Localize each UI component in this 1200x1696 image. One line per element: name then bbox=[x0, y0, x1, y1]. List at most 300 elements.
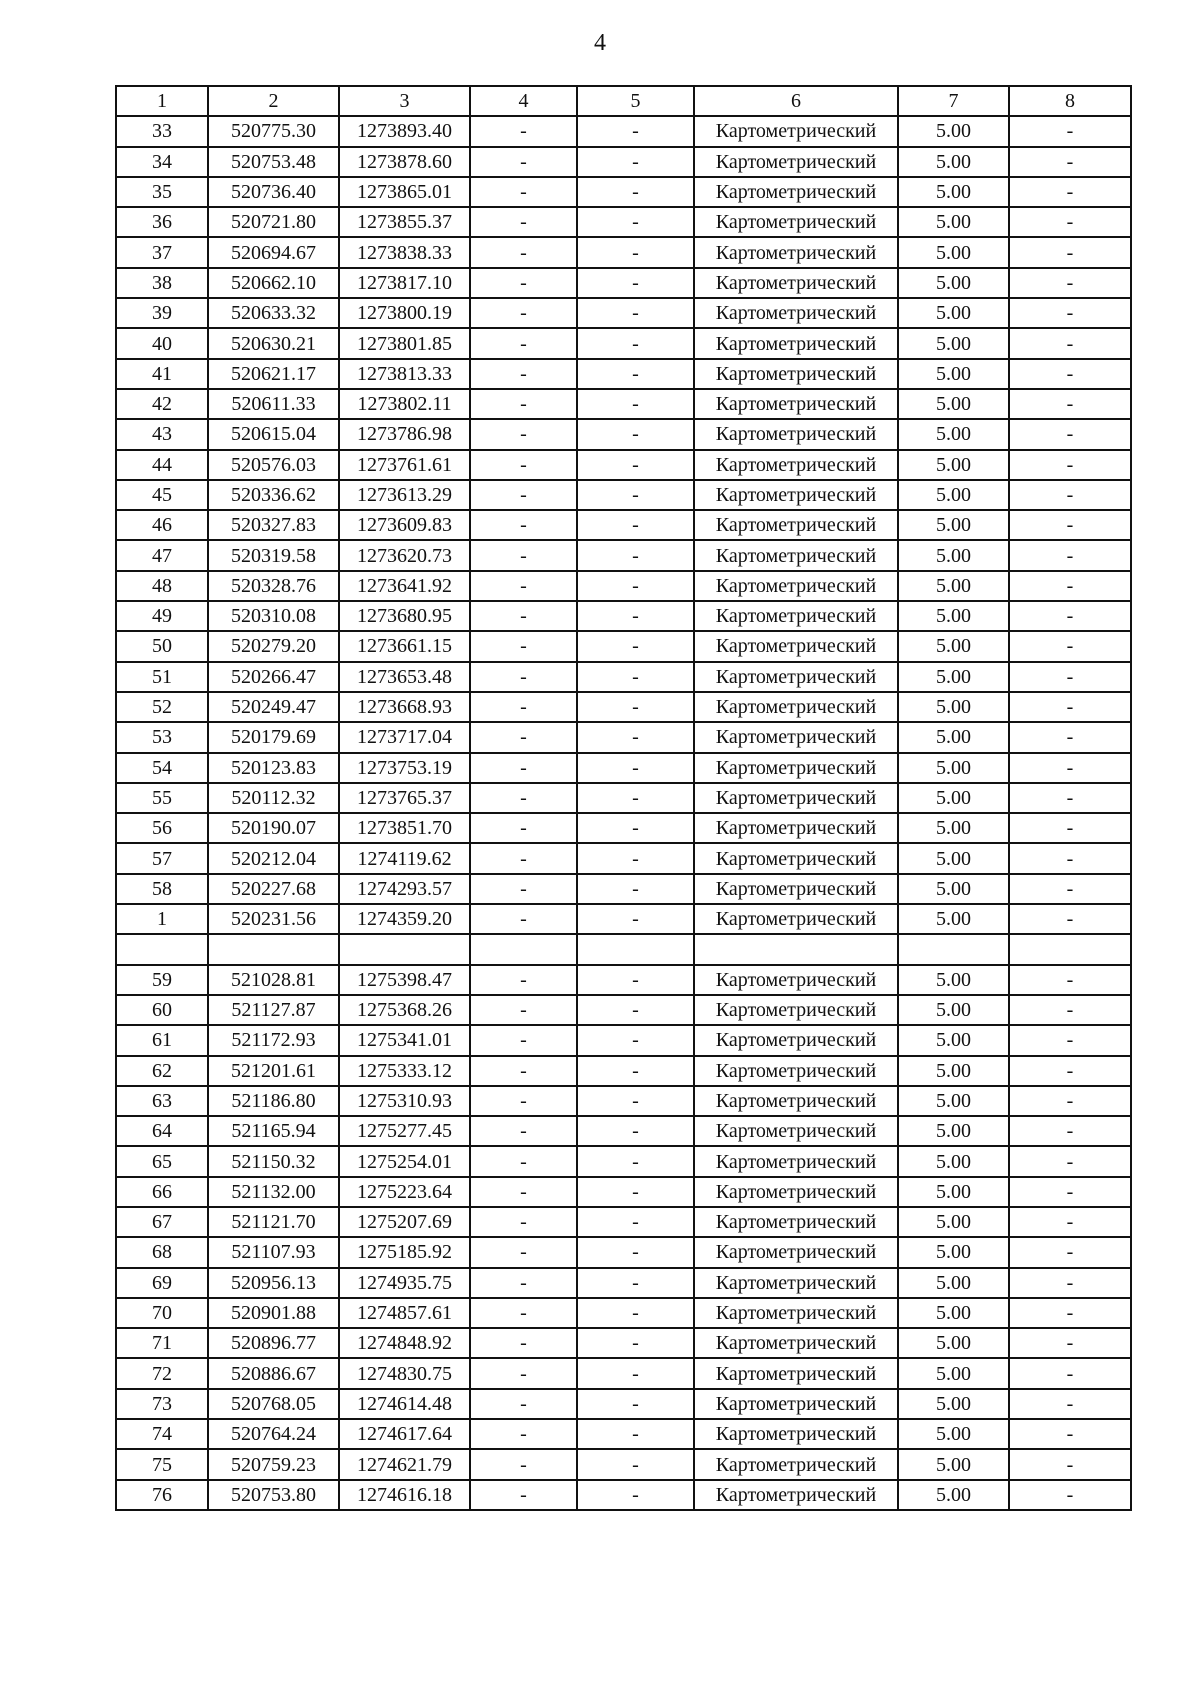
table-cell: - bbox=[577, 601, 694, 631]
table-cell: 5.00 bbox=[898, 1328, 1009, 1358]
table-cell: - bbox=[470, 1449, 577, 1479]
table-row bbox=[116, 1298, 1131, 1328]
column-header: 1 bbox=[116, 86, 208, 116]
table-cell: - bbox=[577, 631, 694, 661]
table-cell: - bbox=[470, 1298, 577, 1328]
table-cell: - bbox=[470, 874, 577, 904]
table-cell: - bbox=[577, 207, 694, 237]
table-row bbox=[116, 177, 1131, 207]
table-cell: Картометрический bbox=[694, 995, 898, 1025]
table-cell: - bbox=[1009, 631, 1131, 661]
table-cell: 41 bbox=[116, 359, 208, 389]
table-row bbox=[116, 359, 1131, 389]
table-cell: - bbox=[1009, 692, 1131, 722]
table-row bbox=[116, 904, 1131, 934]
table-cell: 60 bbox=[116, 995, 208, 1025]
table-cell: - bbox=[1009, 1480, 1131, 1510]
column-header: 7 bbox=[898, 86, 1009, 116]
table-cell: - bbox=[577, 783, 694, 813]
table-cell: Картометрический bbox=[694, 540, 898, 570]
table-row bbox=[116, 934, 1131, 964]
table-cell: 1273813.33 bbox=[339, 359, 470, 389]
table-cell: Картометрический bbox=[694, 722, 898, 752]
table-cell: 1273893.40 bbox=[339, 116, 470, 146]
table-cell: 1275310.93 bbox=[339, 1086, 470, 1116]
table-row bbox=[116, 540, 1131, 570]
table-row bbox=[116, 450, 1131, 480]
table-cell: 520611.33 bbox=[208, 389, 339, 419]
table-cell: - bbox=[577, 1116, 694, 1146]
page-number: 4 bbox=[594, 30, 606, 56]
table-cell: 62 bbox=[116, 1056, 208, 1086]
table-cell: - bbox=[1009, 995, 1131, 1025]
table-cell: - bbox=[470, 268, 577, 298]
table-cell: 1274119.62 bbox=[339, 843, 470, 873]
table-cell: 5.00 bbox=[898, 116, 1009, 146]
table-cell: 5.00 bbox=[898, 1389, 1009, 1419]
table-cell: 1 bbox=[116, 904, 208, 934]
table-cell: - bbox=[577, 1419, 694, 1449]
table-cell bbox=[898, 934, 1009, 964]
table-cell: - bbox=[470, 753, 577, 783]
table-cell: - bbox=[1009, 359, 1131, 389]
table-cell: 1273761.61 bbox=[339, 450, 470, 480]
table-cell: - bbox=[577, 662, 694, 692]
table-cell: 38 bbox=[116, 268, 208, 298]
table-cell: 5.00 bbox=[898, 480, 1009, 510]
table-cell: - bbox=[577, 813, 694, 843]
table-cell: 521107.93 bbox=[208, 1237, 339, 1267]
table-cell: Картометрический bbox=[694, 1116, 898, 1146]
table-cell: Картометрический bbox=[694, 116, 898, 146]
table-row bbox=[116, 1177, 1131, 1207]
table-cell: 52 bbox=[116, 692, 208, 722]
table-cell: Картометрический bbox=[694, 207, 898, 237]
table-cell: - bbox=[470, 631, 577, 661]
table-cell: 520759.23 bbox=[208, 1449, 339, 1479]
table-cell: - bbox=[1009, 662, 1131, 692]
table-cell: - bbox=[470, 1419, 577, 1449]
table-cell: 54 bbox=[116, 753, 208, 783]
table-cell: - bbox=[1009, 571, 1131, 601]
table-cell: Картометрический bbox=[694, 1449, 898, 1479]
table-cell: 520179.69 bbox=[208, 722, 339, 752]
table-cell: 40 bbox=[116, 328, 208, 358]
table-cell: Картометрический bbox=[694, 904, 898, 934]
table-cell: Картометрический bbox=[694, 1207, 898, 1237]
table-cell: 1273620.73 bbox=[339, 540, 470, 570]
table-cell: Картометрический bbox=[694, 1056, 898, 1086]
table-cell: - bbox=[1009, 1177, 1131, 1207]
table-cell: - bbox=[1009, 1268, 1131, 1298]
table-row bbox=[116, 268, 1131, 298]
table-cell: 5.00 bbox=[898, 843, 1009, 873]
table-cell: 69 bbox=[116, 1268, 208, 1298]
table-cell: - bbox=[470, 692, 577, 722]
table-cell: 521150.32 bbox=[208, 1146, 339, 1176]
table-cell: 520336.62 bbox=[208, 480, 339, 510]
table-cell: 39 bbox=[116, 298, 208, 328]
table-row bbox=[116, 389, 1131, 419]
table-cell: 46 bbox=[116, 510, 208, 540]
table-row bbox=[116, 237, 1131, 267]
table-cell: - bbox=[470, 480, 577, 510]
table-cell: 47 bbox=[116, 540, 208, 570]
table-cell: Картометрический bbox=[694, 631, 898, 661]
table-cell: 1275185.92 bbox=[339, 1237, 470, 1267]
table-cell: 5.00 bbox=[898, 1086, 1009, 1116]
table-cell: - bbox=[470, 1086, 577, 1116]
table-cell: 520633.32 bbox=[208, 298, 339, 328]
table-cell: 5.00 bbox=[898, 1177, 1009, 1207]
table-cell: Картометрический bbox=[694, 1358, 898, 1388]
coordinates-table bbox=[115, 85, 1132, 1511]
table-cell: 5.00 bbox=[898, 904, 1009, 934]
table-cell: - bbox=[470, 237, 577, 267]
table-cell: 1275398.47 bbox=[339, 965, 470, 995]
table-cell: 520112.32 bbox=[208, 783, 339, 813]
table-cell: 5.00 bbox=[898, 359, 1009, 389]
table-cell: - bbox=[577, 177, 694, 207]
table-row bbox=[116, 722, 1131, 752]
table-cell: - bbox=[470, 540, 577, 570]
table-cell: 5.00 bbox=[898, 1268, 1009, 1298]
table-cell: - bbox=[577, 1268, 694, 1298]
table-cell: Картометрический bbox=[694, 692, 898, 722]
table-cell: - bbox=[470, 298, 577, 328]
table-cell: - bbox=[577, 480, 694, 510]
table-cell: 520764.24 bbox=[208, 1419, 339, 1449]
table-cell: 1274857.61 bbox=[339, 1298, 470, 1328]
table-cell: - bbox=[1009, 1449, 1131, 1479]
table-cell: - bbox=[577, 1328, 694, 1358]
table-cell: 5.00 bbox=[898, 995, 1009, 1025]
table-body bbox=[116, 116, 1131, 1510]
table-cell: 520886.67 bbox=[208, 1358, 339, 1388]
table-cell: 5.00 bbox=[898, 692, 1009, 722]
table-cell: 72 bbox=[116, 1358, 208, 1388]
table-row bbox=[116, 147, 1131, 177]
table-row bbox=[116, 1480, 1131, 1510]
table-cell: 521165.94 bbox=[208, 1116, 339, 1146]
table-cell: - bbox=[470, 147, 577, 177]
table-row bbox=[116, 1449, 1131, 1479]
table-cell: Картометрический bbox=[694, 147, 898, 177]
table-row bbox=[116, 1056, 1131, 1086]
table-cell: 35 bbox=[116, 177, 208, 207]
table-cell: 520621.17 bbox=[208, 359, 339, 389]
table-row bbox=[116, 631, 1131, 661]
table-cell: 1275277.45 bbox=[339, 1116, 470, 1146]
table-cell: - bbox=[1009, 116, 1131, 146]
table-cell: 36 bbox=[116, 207, 208, 237]
table-cell: 5.00 bbox=[898, 237, 1009, 267]
table-cell: - bbox=[1009, 510, 1131, 540]
table-cell: Картометрический bbox=[694, 753, 898, 783]
table-cell: 5.00 bbox=[898, 177, 1009, 207]
table-row bbox=[116, 692, 1131, 722]
table-cell: 61 bbox=[116, 1025, 208, 1055]
table-cell: - bbox=[470, 783, 577, 813]
table-row bbox=[116, 1268, 1131, 1298]
table-cell: - bbox=[470, 1268, 577, 1298]
table-cell: - bbox=[1009, 1389, 1131, 1419]
table-cell: 520630.21 bbox=[208, 328, 339, 358]
table-cell: - bbox=[577, 359, 694, 389]
table-cell: 5.00 bbox=[898, 450, 1009, 480]
table-cell: - bbox=[470, 1116, 577, 1146]
table-cell: 5.00 bbox=[898, 631, 1009, 661]
table-cell: 5.00 bbox=[898, 1056, 1009, 1086]
table-cell: - bbox=[577, 328, 694, 358]
table-cell: 520231.56 bbox=[208, 904, 339, 934]
table-cell: Картометрический bbox=[694, 268, 898, 298]
table-cell: 520249.47 bbox=[208, 692, 339, 722]
table-cell: Картометрический bbox=[694, 1268, 898, 1298]
table-cell: - bbox=[1009, 1146, 1131, 1176]
table-cell: - bbox=[1009, 1298, 1131, 1328]
table-cell: Картометрический bbox=[694, 1237, 898, 1267]
table-cell: - bbox=[577, 450, 694, 480]
table-row bbox=[116, 116, 1131, 146]
table-cell: 63 bbox=[116, 1086, 208, 1116]
table-cell: 1275223.64 bbox=[339, 1177, 470, 1207]
table-cell: - bbox=[1009, 1237, 1131, 1267]
table-cell: 1273851.70 bbox=[339, 813, 470, 843]
table-cell: - bbox=[1009, 237, 1131, 267]
table-row bbox=[116, 1207, 1131, 1237]
table-cell: - bbox=[577, 995, 694, 1025]
table-cell: 520123.83 bbox=[208, 753, 339, 783]
table-cell: 520721.80 bbox=[208, 207, 339, 237]
table-cell: - bbox=[470, 177, 577, 207]
table-cell: Картометрический bbox=[694, 328, 898, 358]
table-cell: Картометрический bbox=[694, 480, 898, 510]
table-cell: 1274617.64 bbox=[339, 1419, 470, 1449]
table-cell: 5.00 bbox=[898, 207, 1009, 237]
table-cell: - bbox=[577, 753, 694, 783]
table-cell: 1274293.57 bbox=[339, 874, 470, 904]
table-cell: 50 bbox=[116, 631, 208, 661]
table-row bbox=[116, 813, 1131, 843]
table-row bbox=[116, 783, 1131, 813]
table-cell: Картометрический bbox=[694, 1298, 898, 1328]
table-cell: 70 bbox=[116, 1298, 208, 1328]
table-cell: - bbox=[577, 419, 694, 449]
table-cell: - bbox=[577, 540, 694, 570]
table-cell: Картометрический bbox=[694, 965, 898, 995]
table-cell: - bbox=[1009, 1358, 1131, 1388]
column-header: 3 bbox=[339, 86, 470, 116]
table-cell: Картометрический bbox=[694, 1025, 898, 1055]
table-row bbox=[116, 965, 1131, 995]
table-cell: - bbox=[1009, 965, 1131, 995]
table-cell: 5.00 bbox=[898, 268, 1009, 298]
table-cell: 5.00 bbox=[898, 389, 1009, 419]
table-row bbox=[116, 1328, 1131, 1358]
table-cell: 1273653.48 bbox=[339, 662, 470, 692]
table-cell: - bbox=[577, 147, 694, 177]
column-header: 4 bbox=[470, 86, 577, 116]
table-cell: 43 bbox=[116, 419, 208, 449]
table-cell: - bbox=[577, 1177, 694, 1207]
table-cell: Картометрический bbox=[694, 1086, 898, 1116]
table-cell: 42 bbox=[116, 389, 208, 419]
table-cell: 521201.61 bbox=[208, 1056, 339, 1086]
table-cell: 520736.40 bbox=[208, 177, 339, 207]
table-cell: 1273786.98 bbox=[339, 419, 470, 449]
table-cell: 57 bbox=[116, 843, 208, 873]
table-cell: - bbox=[577, 389, 694, 419]
table-cell: 49 bbox=[116, 601, 208, 631]
table-cell: 51 bbox=[116, 662, 208, 692]
table-row bbox=[116, 1237, 1131, 1267]
table-cell: - bbox=[577, 268, 694, 298]
table-cell: 1273838.33 bbox=[339, 237, 470, 267]
table-cell: 5.00 bbox=[898, 1480, 1009, 1510]
table-cell: - bbox=[470, 1177, 577, 1207]
table-cell: Картометрический bbox=[694, 510, 898, 540]
table-cell: 1273753.19 bbox=[339, 753, 470, 783]
table-cell: - bbox=[1009, 480, 1131, 510]
table-cell: Картометрический bbox=[694, 237, 898, 267]
table-row bbox=[116, 207, 1131, 237]
table-cell: 5.00 bbox=[898, 1116, 1009, 1146]
table-cell: 1273765.37 bbox=[339, 783, 470, 813]
table-cell: 520753.80 bbox=[208, 1480, 339, 1510]
table-cell: 1274616.18 bbox=[339, 1480, 470, 1510]
table-cell: 5.00 bbox=[898, 1419, 1009, 1449]
table-cell: Картометрический bbox=[694, 783, 898, 813]
table-cell: Картометрический bbox=[694, 177, 898, 207]
table-cell: 520328.76 bbox=[208, 571, 339, 601]
table-cell: 45 bbox=[116, 480, 208, 510]
table-cell: 521127.87 bbox=[208, 995, 339, 1025]
table-cell: 5.00 bbox=[898, 662, 1009, 692]
table-cell: Картометрический bbox=[694, 1419, 898, 1449]
table-cell: 68 bbox=[116, 1237, 208, 1267]
table-cell: - bbox=[1009, 1025, 1131, 1055]
table-cell: - bbox=[470, 1025, 577, 1055]
table-cell: - bbox=[577, 1480, 694, 1510]
table-cell: 59 bbox=[116, 965, 208, 995]
table-cell: - bbox=[1009, 1419, 1131, 1449]
table-cell: 76 bbox=[116, 1480, 208, 1510]
table-cell: - bbox=[1009, 540, 1131, 570]
table-cell: - bbox=[470, 1207, 577, 1237]
table-cell: 56 bbox=[116, 813, 208, 843]
table-cell: 5.00 bbox=[898, 1449, 1009, 1479]
table-cell: 5.00 bbox=[898, 1146, 1009, 1176]
table-cell: - bbox=[1009, 722, 1131, 752]
table-cell: 1273865.01 bbox=[339, 177, 470, 207]
table-cell: 5.00 bbox=[898, 510, 1009, 540]
table-cell: - bbox=[470, 389, 577, 419]
table-cell bbox=[470, 934, 577, 964]
table-cell: - bbox=[1009, 450, 1131, 480]
table-cell: 1274848.92 bbox=[339, 1328, 470, 1358]
table-cell: 520279.20 bbox=[208, 631, 339, 661]
table-cell: Картометрический bbox=[694, 359, 898, 389]
table-cell: Картометрический bbox=[694, 1480, 898, 1510]
table-cell: - bbox=[577, 1207, 694, 1237]
table-cell: 1273800.19 bbox=[339, 298, 470, 328]
table-cell: - bbox=[470, 813, 577, 843]
table-cell: 5.00 bbox=[898, 813, 1009, 843]
table-cell bbox=[1009, 934, 1131, 964]
table-cell: - bbox=[577, 1056, 694, 1086]
table-cell: 1274830.75 bbox=[339, 1358, 470, 1388]
table-cell: 5.00 bbox=[898, 328, 1009, 358]
table-cell: 1275254.01 bbox=[339, 1146, 470, 1176]
table-row bbox=[116, 1086, 1131, 1116]
table-cell: 520694.67 bbox=[208, 237, 339, 267]
table-cell: - bbox=[470, 1328, 577, 1358]
table-cell: 5.00 bbox=[898, 571, 1009, 601]
table-cell: - bbox=[1009, 1056, 1131, 1086]
table-cell: 520227.68 bbox=[208, 874, 339, 904]
table-cell: - bbox=[470, 662, 577, 692]
table-cell: - bbox=[470, 1056, 577, 1086]
table-cell: - bbox=[470, 419, 577, 449]
table-cell: 5.00 bbox=[898, 753, 1009, 783]
table-cell: - bbox=[470, 904, 577, 934]
table-cell: 520768.05 bbox=[208, 1389, 339, 1419]
table-cell: 520615.04 bbox=[208, 419, 339, 449]
table-cell: 5.00 bbox=[898, 298, 1009, 328]
table-cell: - bbox=[577, 1358, 694, 1388]
table-cell: 71 bbox=[116, 1328, 208, 1358]
table-cell: 520576.03 bbox=[208, 450, 339, 480]
table-cell: - bbox=[1009, 389, 1131, 419]
table-row bbox=[116, 510, 1131, 540]
table-cell: 1275207.69 bbox=[339, 1207, 470, 1237]
column-header: 6 bbox=[694, 86, 898, 116]
table-cell: - bbox=[1009, 298, 1131, 328]
table-cell: 5.00 bbox=[898, 783, 1009, 813]
table-row bbox=[116, 1419, 1131, 1449]
table-cell: 1275333.12 bbox=[339, 1056, 470, 1086]
table-cell: - bbox=[470, 995, 577, 1025]
table-cell: 1273801.85 bbox=[339, 328, 470, 358]
table-cell bbox=[339, 934, 470, 964]
table-cell: 66 bbox=[116, 1177, 208, 1207]
table-cell: 37 bbox=[116, 237, 208, 267]
table-row bbox=[116, 601, 1131, 631]
table-cell: - bbox=[470, 116, 577, 146]
table-cell: - bbox=[577, 1146, 694, 1176]
table-cell: 73 bbox=[116, 1389, 208, 1419]
table-cell: - bbox=[1009, 1207, 1131, 1237]
table-cell: 1273802.11 bbox=[339, 389, 470, 419]
table-cell: Картометрический bbox=[694, 874, 898, 904]
table-cell: - bbox=[1009, 1086, 1131, 1116]
table-row bbox=[116, 995, 1131, 1025]
table-cell: 5.00 bbox=[898, 540, 1009, 570]
table-cell: 53 bbox=[116, 722, 208, 752]
table-cell: Картометрический bbox=[694, 450, 898, 480]
table-cell: Картометрический bbox=[694, 1146, 898, 1176]
table-cell: - bbox=[470, 328, 577, 358]
table-cell: Картометрический bbox=[694, 1177, 898, 1207]
table-cell: 5.00 bbox=[898, 1237, 1009, 1267]
table-cell: 521121.70 bbox=[208, 1207, 339, 1237]
table-row bbox=[116, 874, 1131, 904]
table-cell: - bbox=[470, 1146, 577, 1176]
table-cell: 55 bbox=[116, 783, 208, 813]
table-cell: - bbox=[470, 510, 577, 540]
table-cell: - bbox=[1009, 419, 1131, 449]
